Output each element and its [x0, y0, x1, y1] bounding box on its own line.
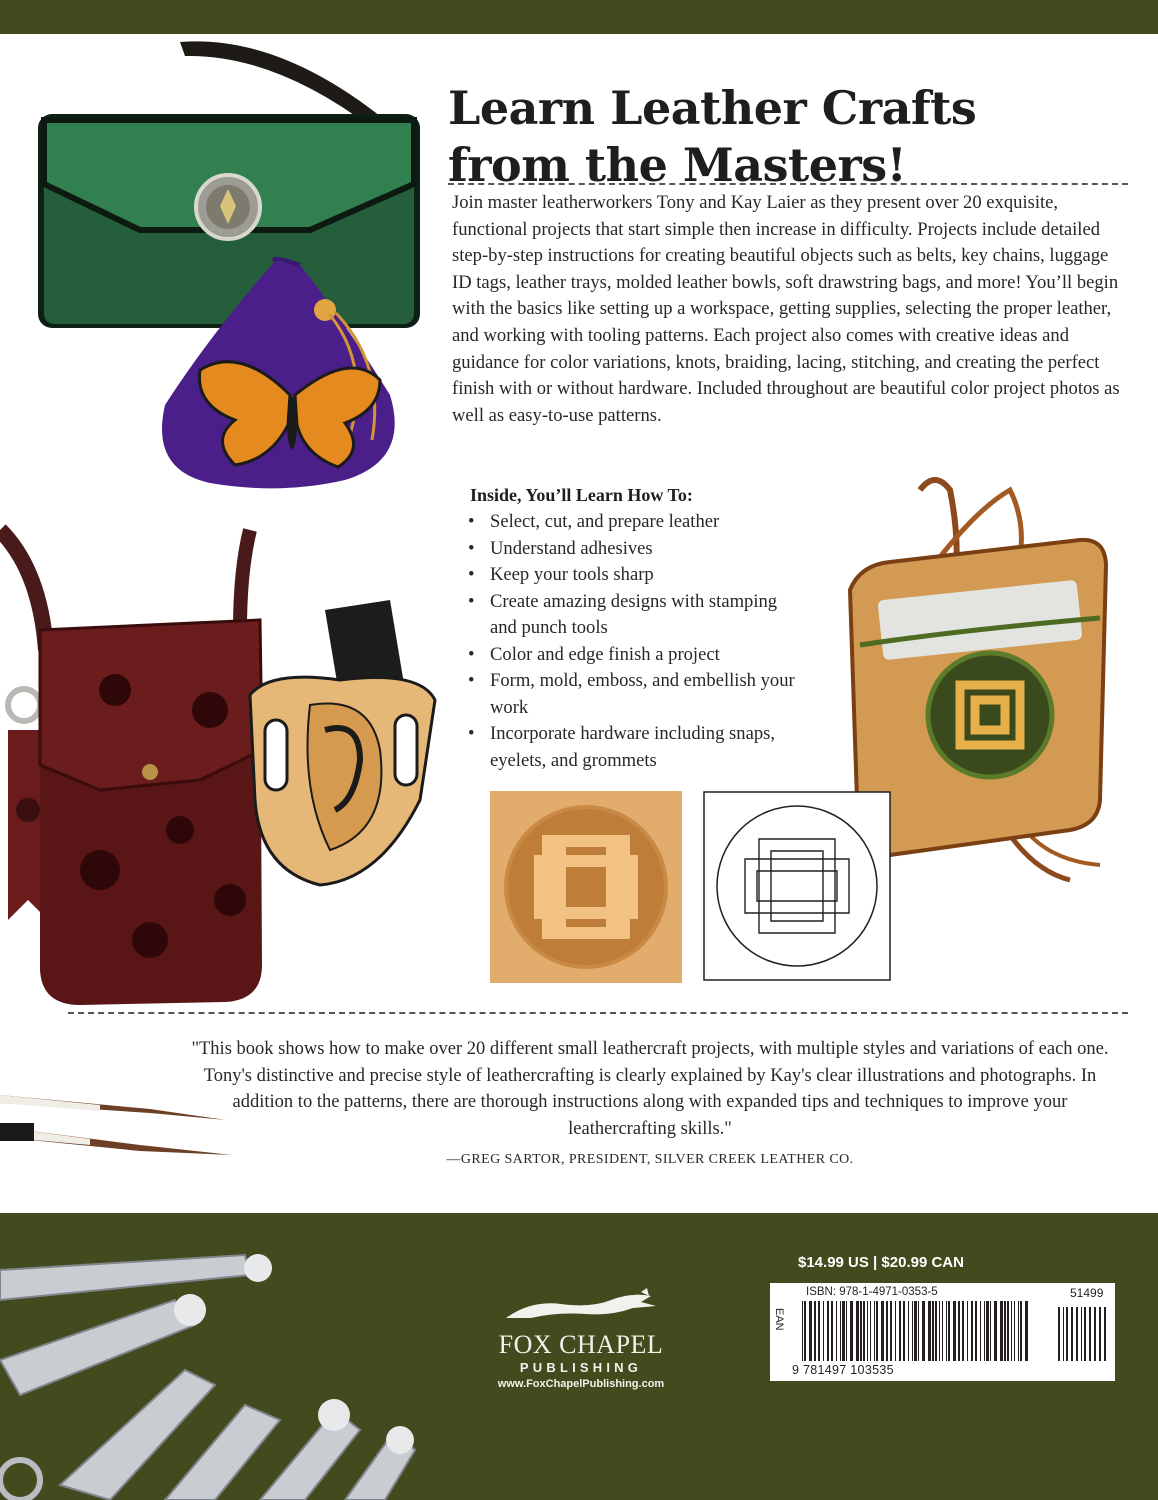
learn-list-item: • Incorporate hardware including snaps, eyelets, and grommets: [466, 721, 806, 774]
barcode-addon-bar: [1058, 1307, 1060, 1361]
purple-butterfly-bag-photo: [150, 255, 420, 505]
barcode-bar: [818, 1301, 820, 1361]
barcode-bar: [846, 1301, 847, 1361]
barcode-bar: [922, 1301, 925, 1361]
fox-logo-icon: [501, 1288, 661, 1324]
barcode-bar: [962, 1301, 964, 1361]
barcode-addon-bar: [1099, 1307, 1101, 1361]
barcode-bar: [895, 1301, 896, 1361]
barcode-digits: 9 781497 103535: [792, 1363, 894, 1377]
barcode-bar: [1007, 1301, 1009, 1361]
barcode-addon-bar: [1094, 1307, 1096, 1361]
barcode-addon-bar: [1084, 1307, 1086, 1361]
knife-sheath-photo: [230, 600, 445, 890]
barcode-bar: [914, 1301, 917, 1361]
barcode-bar: [823, 1301, 824, 1361]
barcode-bar: [928, 1301, 931, 1361]
barcode-bar: [903, 1301, 905, 1361]
barcode-bar: [836, 1301, 837, 1361]
barcode-bar: [856, 1301, 859, 1361]
barcode-addon-bar: [1066, 1307, 1068, 1361]
headline-line-2: from the Masters!: [448, 138, 907, 192]
barcode-bar: [984, 1301, 985, 1361]
barcode-bar: [990, 1301, 991, 1361]
learn-list-item: • Form, mold, emboss, and embellish your work: [466, 668, 806, 721]
barcode-bar: [881, 1301, 884, 1361]
barcode-bar: [967, 1301, 968, 1361]
barcode-bar: [886, 1301, 888, 1361]
barcode-bar: [932, 1301, 934, 1361]
barcode-bar: [827, 1301, 829, 1361]
learn-list-item: • Understand adhesives: [466, 536, 806, 563]
barcode-bar: [831, 1301, 833, 1361]
testimonial-quote: "This book shows how to make over 20 different small leathercraft projects, with multiple styles and variations of each one. Tony's distinctive and precise style of leathercrafting is clearly explained by Kay's clear illustrations and photographs. In addition to the patterns, there are thorough instructions along with expanded tips and techniques to improve your leathercrafting skills.": [191, 1039, 1109, 1139]
barcode-addon-bar: [1104, 1307, 1106, 1361]
ean-label: EAN: [773, 1308, 785, 1331]
barcode-bar: [1018, 1301, 1019, 1361]
barcode-bar: [986, 1301, 989, 1361]
learn-list-item: • Keep your tools sharp: [466, 562, 806, 589]
barcode-bar: [942, 1301, 943, 1361]
publisher-name: FOX CHAPEL: [498, 1330, 664, 1359]
barcode-addon-bar: [1081, 1307, 1082, 1361]
barcode-bar: [814, 1301, 816, 1361]
top-color-band: [0, 0, 1158, 34]
barcode-bar: [1025, 1301, 1028, 1361]
barcode-icon: [800, 1301, 1110, 1363]
barcode-bar: [948, 1301, 950, 1361]
barcode-bar: [1011, 1301, 1012, 1361]
publisher-subtitle: PUBLISHING: [519, 1360, 643, 1375]
barcode-addon-bar: [1089, 1307, 1091, 1361]
barcode-bar: [1020, 1301, 1022, 1361]
stamped-knot-photo: [490, 791, 682, 983]
barcode-bar: [890, 1301, 892, 1361]
barcode-bar: [958, 1301, 960, 1361]
barcode-bar: [1014, 1301, 1015, 1361]
barcode-bar: [874, 1301, 875, 1361]
barcode-bar: [863, 1301, 865, 1361]
barcode-bar: [971, 1301, 973, 1361]
barcode-bar: [912, 1301, 913, 1361]
barcode-bar: [1004, 1301, 1006, 1361]
headline: [448, 80, 1128, 194]
learn-list-heading: Inside, You’ll Learn How To:: [470, 485, 693, 505]
barcode-bar: [980, 1301, 981, 1361]
learn-list-item: • Create amazing designs with stamping and punch tools: [466, 589, 806, 642]
barcode-bar: [850, 1301, 853, 1361]
barcode-bar: [908, 1301, 909, 1361]
barcode-bar: [953, 1301, 956, 1361]
barcode-bar: [935, 1301, 937, 1361]
barcode-bar: [876, 1301, 878, 1361]
learn-list-item: • Color and edge finish a project: [466, 642, 806, 669]
barcode-bar: [975, 1301, 977, 1361]
barcode-bar: [870, 1301, 871, 1361]
barcode-bar: [804, 1301, 806, 1361]
publisher-logo: [486, 1288, 676, 1390]
barcode-bar: [802, 1301, 803, 1361]
barcode-bar: [939, 1301, 940, 1361]
isbn-text: ISBN: 978-1-4971-0353-5: [806, 1286, 938, 1298]
barcode-addon-bar: [1076, 1307, 1078, 1361]
knot-pattern-drawing: [703, 791, 891, 981]
learn-list: [466, 509, 806, 774]
barcode-bar: [918, 1301, 919, 1361]
barcode-bar: [860, 1301, 862, 1361]
barcode-bar: [809, 1301, 812, 1361]
barcode-bar: [994, 1301, 997, 1361]
headline-line-1: Learn Leather Crafts: [448, 81, 977, 135]
barcode-bar: [867, 1301, 868, 1361]
dashed-divider-top: [448, 183, 1128, 185]
publisher-url[interactable]: www.FoxChapelPublishing.com: [497, 1378, 665, 1390]
barcode-panel: [770, 1283, 1115, 1381]
price-label: $14.99 US | $20.99 CAN: [798, 1254, 964, 1271]
barcode-bar: [840, 1301, 841, 1361]
barcode-addon-bar: [1071, 1307, 1073, 1361]
learn-list-item: • Select, cut, and prepare leather: [466, 509, 806, 536]
barcode-bar: [899, 1301, 901, 1361]
dashed-divider-bottom: [68, 1012, 1128, 1014]
barcode-addon-bar: [1063, 1307, 1064, 1361]
testimonial-attribution: —GREG SARTOR, PRESIDENT, SILVER CREEK LEATHER CO.: [446, 1152, 854, 1167]
stamping-tools-photo: [0, 1230, 420, 1500]
price-addon-code: 51499: [1070, 1286, 1104, 1300]
barcode-bar: [842, 1301, 845, 1361]
intro-paragraph: Join master leatherworkers Tony and Kay Laier as they present over 20 exquisite, functional projects that start simple then increase in difficulty. Projects include detailed step-by-step instructions for creating beautiful objects such as belts, key chains, luggage ID tags, leather trays, molded leather bowls, soft drawstring bags, and more! You’ll begin with the basics like setting up a workspace, getting supplies, selecting the proper leather, and working with tooling patterns. Each project also comes with creative ideas and guidance for color variations, knots, braiding, lacing, stitching, and creating the perfect finish with or without hardware. Included throughout are beautiful color project photos as well as easy-to-use patterns.: [452, 192, 1120, 426]
barcode-bar: [946, 1301, 947, 1361]
barcode-bar: [1000, 1301, 1003, 1361]
